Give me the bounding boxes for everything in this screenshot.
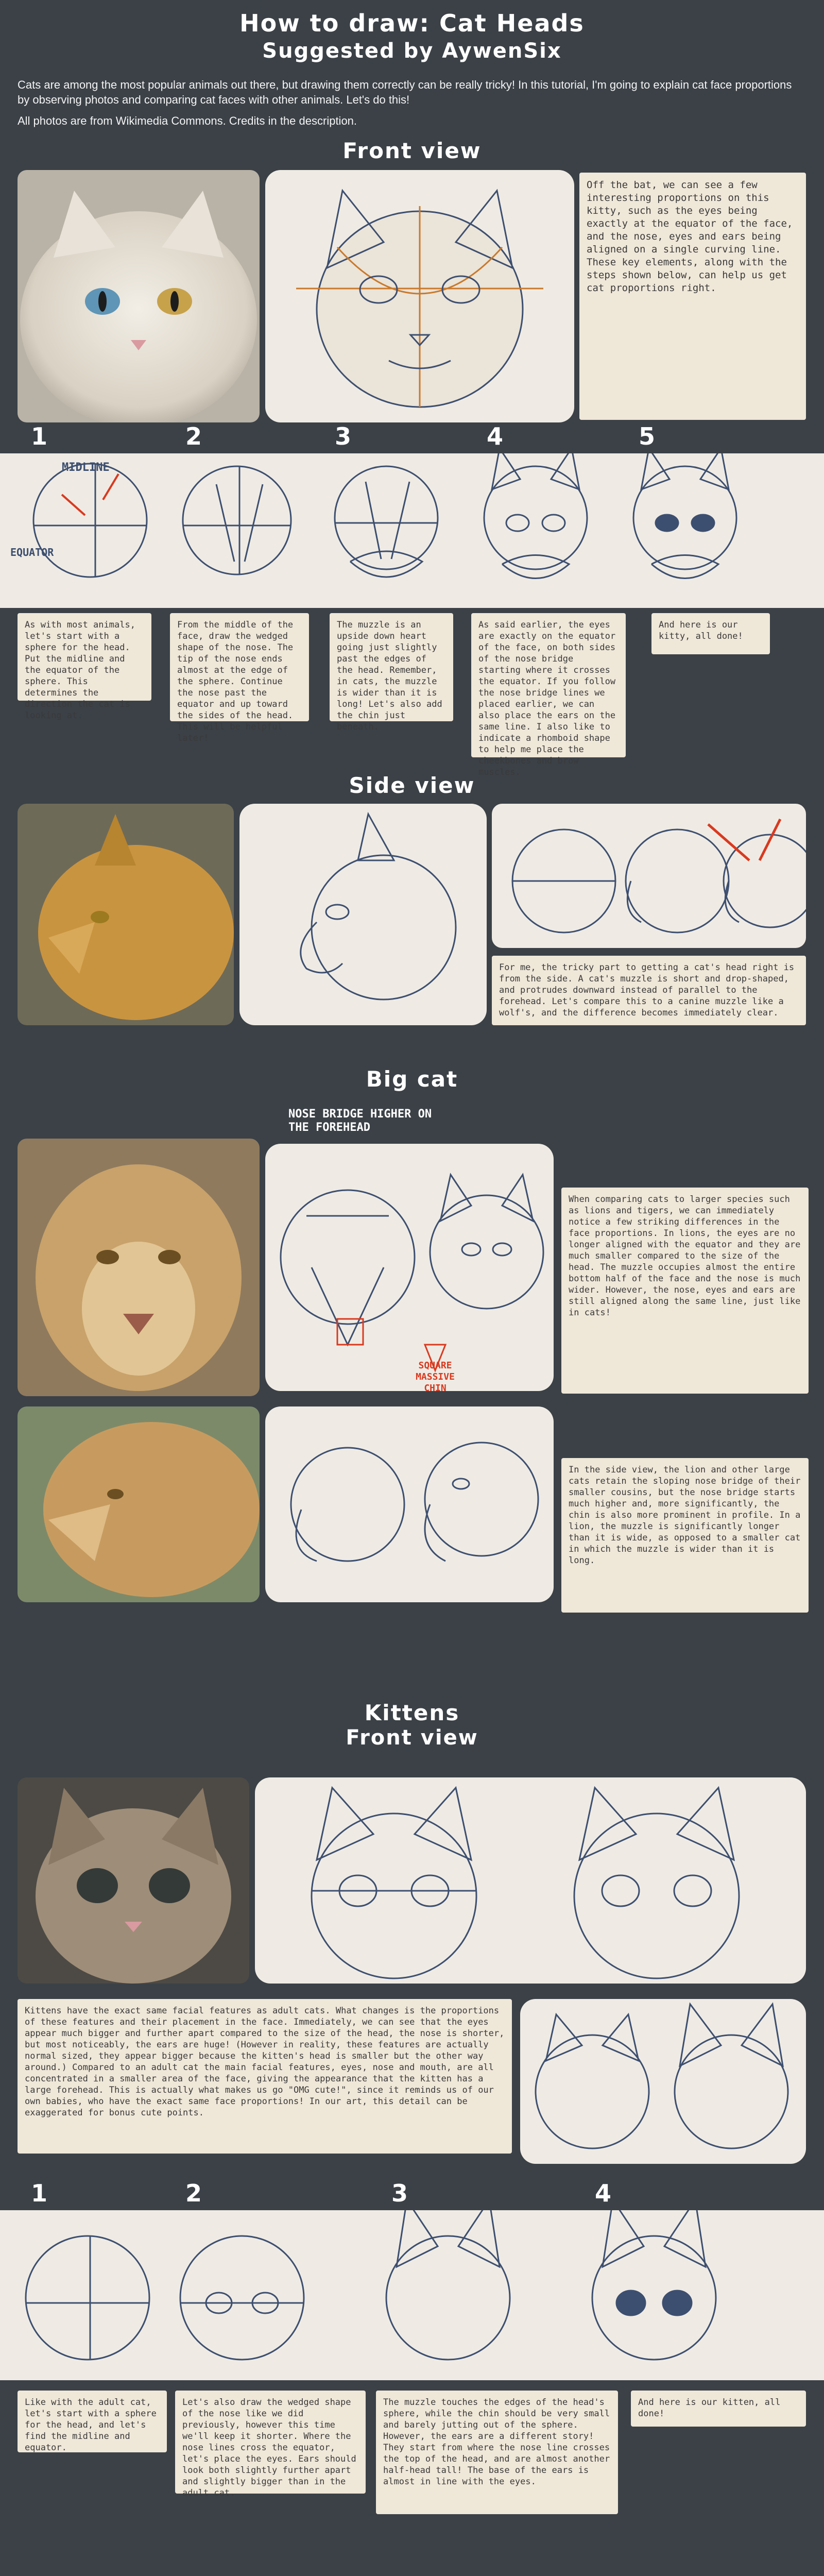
note-step-1: As with most animals, let's start with a sphere for the head. Put the midline and the equator of the sphere. This determines the direction the cat is looking at.: [18, 613, 151, 701]
kitten-step-number-1: 1: [31, 2179, 48, 2207]
cat-front-photo: [18, 170, 260, 422]
front-view-proportion-sketch: [265, 170, 574, 422]
side-view-steps-sketch: [492, 804, 806, 948]
kitten-step-number-3: 3: [391, 2179, 408, 2207]
kitten-step-number-2: 2: [185, 2179, 202, 2207]
step-number-3: 3: [335, 422, 352, 450]
kitten-comparison-sketch: [520, 1999, 806, 2164]
lion-front-photo: [18, 1139, 260, 1396]
step-number-5: 5: [639, 422, 656, 450]
cat-side-photo: [18, 804, 234, 1025]
step-number-1: 1: [31, 422, 48, 450]
section-title-front-view: Front view: [342, 138, 482, 163]
note-kittens-front: Kittens have the exact same facial features as adult cats. What changes is the proportions of these features and their placement in the face. Immediately, we can see that the eyes appear much bigger and further apart compared to the size of the head, the nose is shorter, but most noticeably, the ears are huge! (However in reality, these features are actually normal sized, they appear bigger because the kitten's head is smaller but the other way around.) Compared to an adult cat the main facial features, eyes, nose and mouth, are all concentrated in a smaller area of the face, giving the appearance that the kitten has a large forehead. This is actually what makes us go "OMG cute!", since it reminds us of our own babies, who have the exact same face proportions! In our art, this detail can be exaggerated for bonus cute points.: [18, 1999, 512, 2154]
intro-text: Cats are among the most popular animals out there, but drawing them correctly can be really tricky! In this tutorial, I'm going to explain cat face proportions by observing photos and comparing cat faces with other animals. Let's do this!: [18, 78, 792, 106]
note-step-2: From the middle of the face, draw the wedged shape of the nose. The tip of the nose ends almost at the edge of the sphere. Continue the nose past the equator and up toward the sides of the head. This will be helpful later!: [170, 613, 309, 721]
annotation-midline: MIDLINE: [62, 461, 110, 474]
note-kitten-step-3: The muzzle touches the edges of the head's sphere, while the chin should be very small and barely jutting out of the sphere. However, the ears are a different story! They start from where the nose line crosses the top of the head, and are almost another half-head tall! The base of the ears is almost in line with the eyes.: [376, 2391, 618, 2514]
step-number-2: 2: [185, 422, 202, 450]
lion-side-sketch: [265, 1406, 554, 1602]
page-subtitle: Suggested by AywenSix: [262, 39, 562, 63]
lion-side-photo: [18, 1406, 260, 1602]
note-kitten-step-1: Like with the adult cat, let's start with a sphere for the head, and let's find the midline and equator.: [18, 2391, 167, 2452]
note-kitten-step-2: Let's also draw the wedged shape of the nose like we did previously, however this time we'll keep it shorter. Where the nose lines cross the equator, let's place the eyes. Ears should look both slightly further apart and slightly bigger than in the adult cat.: [175, 2391, 366, 2494]
annotation-square-chin: SQUARE MASSIVE CHIN: [416, 1360, 455, 1394]
note-kitten-step-4: And here is our kitten, all done!: [631, 2391, 806, 2427]
kitten-front-sketch: [255, 1777, 806, 1984]
section-title-big-cat: Big cat: [366, 1066, 458, 1092]
note-step-5: And here is our kitty, all done!: [651, 613, 770, 654]
section-title-side-view: Side view: [349, 773, 475, 798]
kitten-front-photo: [18, 1777, 249, 1984]
note-side-view: For me, the tricky part to getting a cat's head right is from the side. A cat's muzzle is short and drop-shaped, and protrudes downward instead of parallel to the forehead. Let's compare this to a canine muzzle like a wolf's, and the difference becomes immediately clear.: [492, 956, 806, 1025]
lion-front-sketch: [265, 1103, 554, 1401]
note-front-intro: Off the bat, we can see a few interesting proportions on this kitty, such as the eyes being exactly at the equator of the face, and the nose, eyes and ears being aligned on a single curving line. These key elements, along with the steps shown below, can help us get cat proportions right.: [579, 173, 806, 420]
note-step-3: The muzzle is an upside down heart going just slightly past the edges of the head. Remember, in cats, the muzzle is wider than it is long! Let's also add the chin just beneath.: [330, 613, 453, 721]
note-step-4: As said earlier, the eyes are exactly on the equator of the face, on both sides of the nose bridge starting where it crosses the equator. If you follow the nose bridge lines we placed earlier, we can also place the ears on the same line. I also like to indicate a rhomboid shape to help me place the cheekbones and brow muscles.: [471, 613, 626, 757]
section-subtitle-kittens-front: Front view: [346, 1726, 478, 1750]
note-big-cat-front: When comparing cats to larger species such as lions and tigers, we can immediately notice a few striking differences in the face proportions. In lions, the eyes are no longer aligned with the equator and they are much smaller compared to the size of the head. The muzzle occupies almost the entire bottom half of the face and the nose is much wider. However, the nose, eyes and ears are still aligned along the same line, just like in cats!: [561, 1188, 809, 1394]
kitten-steps-band: [0, 2210, 824, 2380]
photo-credit: All photos are from Wikimedia Commons. Credits in the description.: [18, 114, 357, 127]
page-title: How to draw: Cat Heads: [239, 9, 585, 37]
kitten-step-number-4: 4: [595, 2179, 612, 2207]
note-big-cat-side: In the side view, the lion and other large cats retain the sloping nose bridge of their smaller cousins, but the nose bridge starts much higher and, more significantly, the chin is also more prominent in profile. In a lion, the muzzle is significantly longer than it is wide, as opposed to a smaller cat in which the muzzle is wider than it is long.: [561, 1458, 809, 1613]
annotation-equator: EQUATOR: [10, 546, 54, 558]
section-title-kittens-front: Kittens: [364, 1700, 460, 1725]
step-number-4: 4: [487, 422, 504, 450]
front-steps-band: [0, 453, 824, 608]
annotation-nose-bridge: NOSE BRIDGE HIGHER ON THE FOREHEAD: [288, 1108, 432, 1134]
side-view-sketch: [239, 804, 487, 1025]
